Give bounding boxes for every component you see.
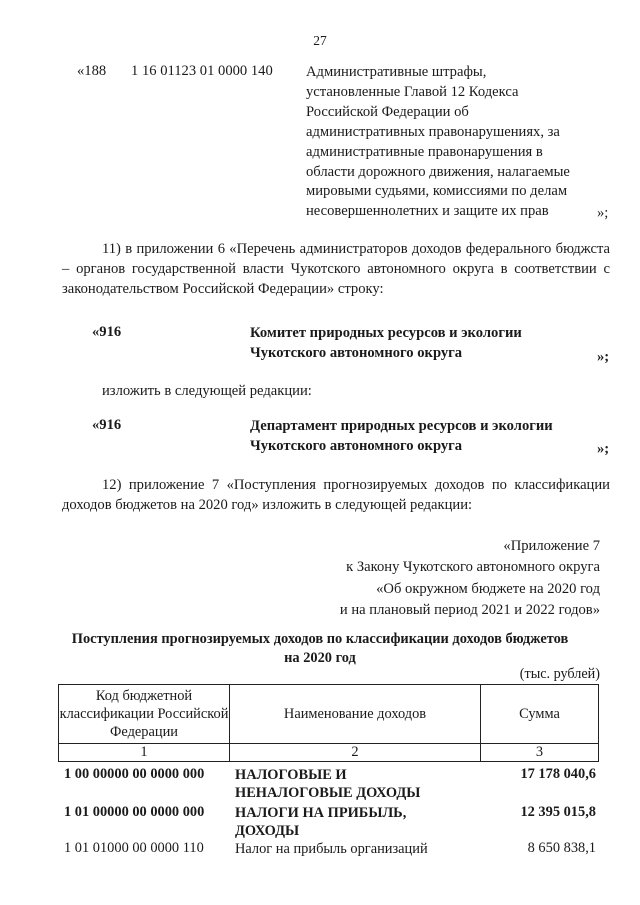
table-header-row [59, 685, 599, 744]
row-188-name-line: Российской Федерации об [306, 103, 469, 120]
column-number: 1 [59, 744, 230, 762]
row-188-code: «188 [77, 63, 107, 79]
row-188-name-line: области дорожного движения, налагаемые [306, 163, 570, 180]
table-row [58, 840, 599, 860]
appendix-line: к Закону Чукотского автономного округа [346, 559, 600, 576]
units-label: (тыс. рублей) [519, 666, 600, 682]
row-916-old-name [250, 324, 570, 363]
appendix-line: «Приложение 7 [503, 538, 600, 554]
table-title-line: на 2020 год [284, 650, 356, 666]
row-sum: 8 650 838,1 [527, 840, 596, 856]
row-916-old-name-line: Комитет природных ресурсов и экологии [250, 325, 522, 341]
row-188-name-line: Административные штрафы, [306, 64, 487, 80]
table-number-row [59, 744, 599, 762]
revenue-table-body [58, 766, 599, 860]
row-name: НАЛОГОВЫЕ И НЕНАЛОГОВЫЕ ДОХОДЫ [235, 767, 421, 801]
row-sum: 17 178 040,6 [520, 766, 596, 782]
appendix-heading [340, 536, 600, 622]
row-916-old-end-quote: »; [597, 349, 610, 365]
row-188-name-line: установленные Главой 12 Кодекса [306, 83, 519, 100]
row-916-old-name-line: Чукотского автономного округа [250, 344, 463, 361]
paragraph-12: 12) приложение 7 «Поступления прогнозируемых доходов по классификации доходов бюджетов на 2020 год» изложить в следующей редакции: [62, 477, 610, 513]
row-code: 1 01 01000 00 0000 110 [64, 840, 204, 856]
table-row [58, 766, 599, 804]
paragraph-11: 11) в приложении 6 «Перечень администраторов доходов федерального бюджста – органов государственной власти Чукотского автономного округа в соответствии с законодательством Российской Федерации» строку: [62, 241, 610, 297]
header-code: Код бюджетной классификации Российской Федерации [59, 685, 230, 744]
row-name: Налог на прибыль организаций [235, 841, 428, 857]
row-188-name-line: административных правонарушениях, за [306, 123, 560, 140]
appendix-line: и на плановый период 2021 и 2022 годов» [339, 602, 600, 619]
header-name: Наименование доходов [230, 685, 481, 744]
appendix-line: «Об окружном бюджете на 2020 год [376, 580, 600, 597]
row-name: НАЛОГИ НА ПРИБЫЛЬ, ДОХОДЫ [235, 805, 407, 839]
table-row [58, 804, 599, 840]
row-sum: 12 395 015,8 [520, 804, 596, 820]
row-916-new-name-line: Департамент природных ресурсов и экологии [250, 418, 553, 434]
header-sum: Сумма [481, 685, 599, 744]
row-188-name-line: административные правонарушения в [306, 143, 543, 160]
row-916-new-name-line: Чукотского автономного округа [250, 437, 463, 454]
table-title-line: Поступления прогнозируемых доходов по классификации доходов бюджетов [71, 631, 569, 647]
page-number: 27 [313, 33, 327, 48]
row-188-name-line: мировыми судьями, комиссиями по делам [306, 183, 568, 200]
row-188-end-quote: »; [597, 205, 609, 221]
row-916-new-end-quote: »; [597, 441, 610, 457]
row-code: 1 00 00000 00 0000 000 [64, 766, 205, 782]
row-916-old-code: «916 [92, 324, 122, 340]
row-916-new-code: «916 [92, 417, 122, 433]
table-title [40, 630, 600, 668]
row-188-kbk: 1 16 01123 01 0000 140 [131, 63, 273, 79]
row-916-new-name [250, 417, 580, 456]
row-188-name [306, 63, 609, 222]
revenue-table-header [58, 684, 599, 762]
column-number: 2 [230, 744, 481, 762]
row-188-name-line: несовершеннолетних и защите их прав [306, 203, 549, 220]
row-code: 1 01 00000 00 0000 000 [64, 804, 205, 820]
instruction-text: изложить в следующей редакции: [102, 383, 312, 399]
column-number: 3 [481, 744, 599, 762]
